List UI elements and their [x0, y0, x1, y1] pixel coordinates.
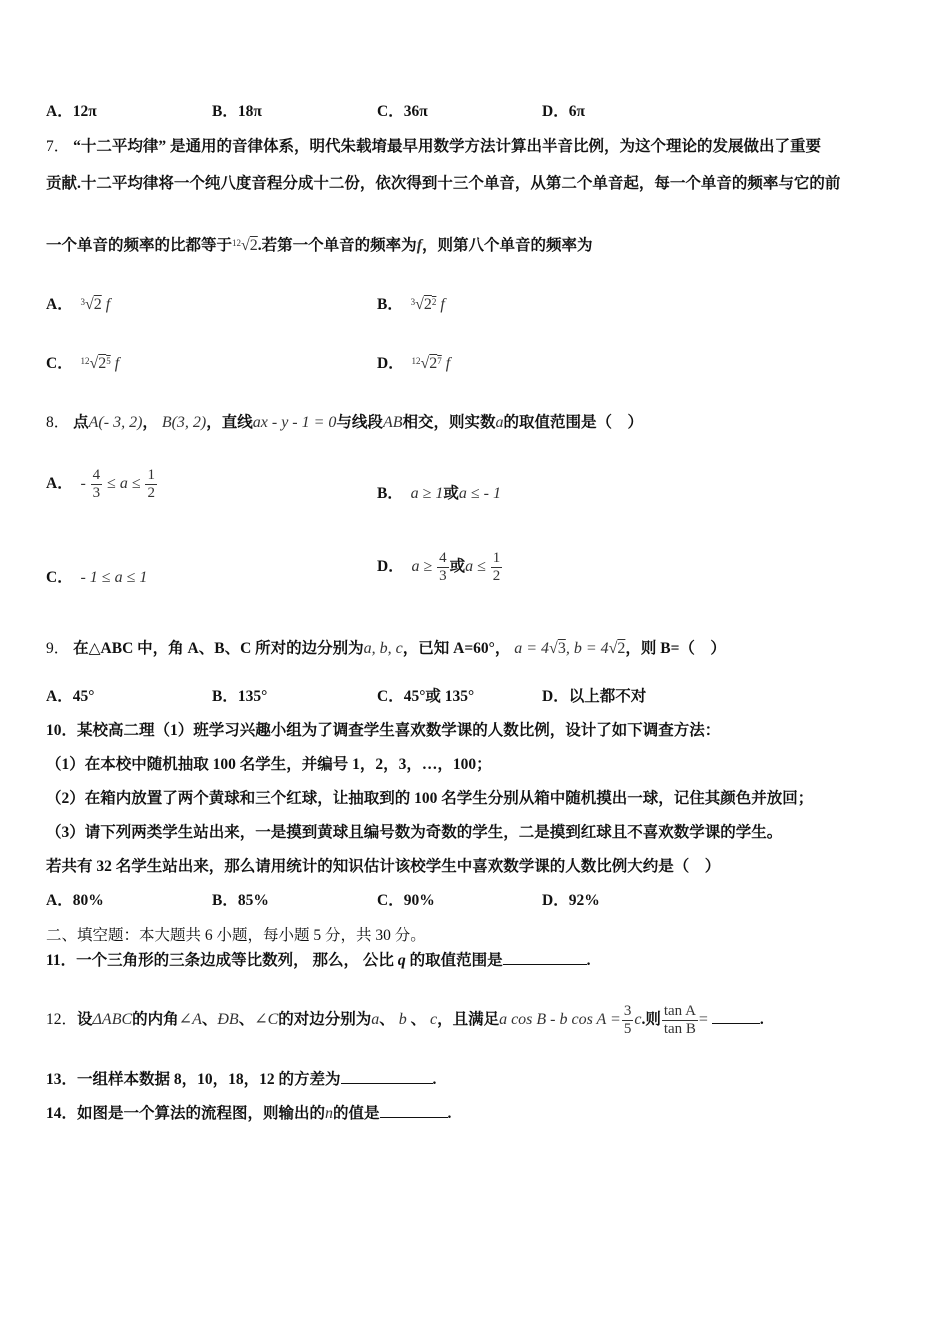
q9-option-d: D．以上都不对: [542, 688, 647, 705]
q10-line-4: （3）请下列两类学生站出来，一是摸到黄球且编号数为奇数的学生，二是摸到红球且不喜欢数学课的学生。: [46, 824, 783, 841]
q7-root-expr: $^{12}$√2: [232, 237, 258, 254]
q7-text-3a: 一个单音的频率的比都等于: [46, 237, 233, 254]
q9-option-c: C．45°或 135°: [377, 688, 475, 705]
q13-line: 13．一组样本数据 8，10，18，12 的方差为 .: [46, 1071, 437, 1088]
q7-option-d: D． $^{12}√2^7$ f: [377, 355, 451, 372]
q10-line-3: （2）在箱内放置了两个黄球和三个红球，让抽取到的 100 名学生分别从箱中随机摸出一球，记住其颜色并放回；: [46, 790, 814, 807]
q8-option-d: D． a ≥ $\frac{4}{3}$ 或a ≤ $\frac{1}{2}$: [377, 549, 501, 584]
q10-line-2: （1）在本校中随机抽取 100 名学生，并编号 1，2，3，…，100；: [46, 756, 492, 773]
q12-equation: a cos B - b cos A =: [499, 1011, 621, 1028]
q7-line-3: [46, 236, 593, 256]
q12-line: 12．设ΔABC的内角∠A、ÐB、∠C的对边分别为a、 b 、 c，且满足a cos B - b cos A = $\frac{3}{5}$ c.则 $\frac{\text{tan A}}{\text{tan B}}$ = .: [46, 1002, 764, 1037]
q8-point-a: A(- 3, 2): [88, 414, 143, 431]
q13-answer-blank[interactable]: [341, 1069, 433, 1084]
q10-line-5: 若共有 32 名学生站出来，那么请用统计的知识估计该校学生中喜欢数学课的人数比例大约是（ ）: [46, 858, 721, 875]
q8-option-a: A． - $\frac{4}{3}$ ≤ a ≤ $\frac{1}{2}$: [46, 466, 155, 501]
q11-answer-blank[interactable]: [503, 950, 587, 965]
q8-option-b: B． a ≥ 1或a ≤ - 1: [377, 485, 501, 502]
section-2-heading: 二、填空题：本大题共 6 小题，每小题 5 分，共 30 分。: [46, 927, 426, 944]
q9-line: 9． 在△ABC 中，角 A、B、C 所对的边分别为a, b, c，已知 A=60°， a = 4√3, b = 4√2，则 B=（ ）: [46, 640, 726, 657]
q7-option-b: B． $^3√2^2$ f: [377, 296, 445, 313]
q8-option-c: C． - 1 ≤ a ≤ 1: [46, 569, 148, 586]
q6-option-d: D．6π: [542, 103, 585, 120]
q9-given-values: a = 4√3, b = 4√2: [514, 640, 626, 657]
q8-point-b: B(3, 2): [161, 414, 207, 431]
q7-text-3c: ，则第八个单音的频率为: [422, 237, 593, 254]
q7-line-2: 贡献.十二平均律将一个纯八度音程分成十二份，依次得到十三个单音，从第二个单音起，每一个单音的频率与它的前: [46, 175, 841, 192]
q7-option-a: A． $^3$√2 f: [46, 296, 111, 313]
q7-option-c: C． $^{12}√2^5$ f: [46, 355, 120, 372]
q6-option-a: A．12π: [46, 103, 97, 120]
q8-line-equation: ax - y - 1 = 0: [252, 414, 337, 431]
q6-option-c: C．36π: [377, 103, 428, 120]
q7-line-1: [46, 137, 821, 157]
q12-answer-blank[interactable]: [712, 1009, 760, 1024]
q8-line: 8． 点A(- 3, 2)， B(3, 2)，直线ax - y - 1 = 0与线段AB相交，则实数a的取值范围是（ ）: [46, 414, 644, 431]
q14-answer-blank[interactable]: [380, 1103, 448, 1118]
q10-line-1: 10．某校高二理（1）班学习兴趣小组为了调查学生喜欢数学课的人数比例，设计了如下调查方法：: [46, 722, 721, 739]
q7-number: 7．: [46, 138, 70, 155]
q10-option-c: C．90%: [377, 892, 435, 909]
q10-option-a: A．80%: [46, 892, 104, 909]
q11-line: 11．一个三角形的三条边成等比数列， 那么， 公比 q 的取值范围是 .: [46, 952, 591, 969]
q7-text-3b: .若第一个单音的频率为: [257, 237, 417, 254]
q6-option-b: B．18π: [212, 103, 262, 120]
q10-option-b: B．85%: [212, 892, 269, 909]
q9-option-a: A．45°: [46, 688, 95, 705]
q7-text-1: “十二平均律” 是通用的音律体系，明代朱载堉最早用数学方法计算出半音比例，为这个理论的发展做出了重要: [73, 138, 822, 155]
q7-var-f: f: [416, 237, 423, 254]
q14-line: 14．如图是一个算法的流程图，则输出的n的值是 .: [46, 1105, 452, 1122]
q10-option-d: D．92%: [542, 892, 600, 909]
q9-option-b: B．135°: [212, 688, 268, 705]
